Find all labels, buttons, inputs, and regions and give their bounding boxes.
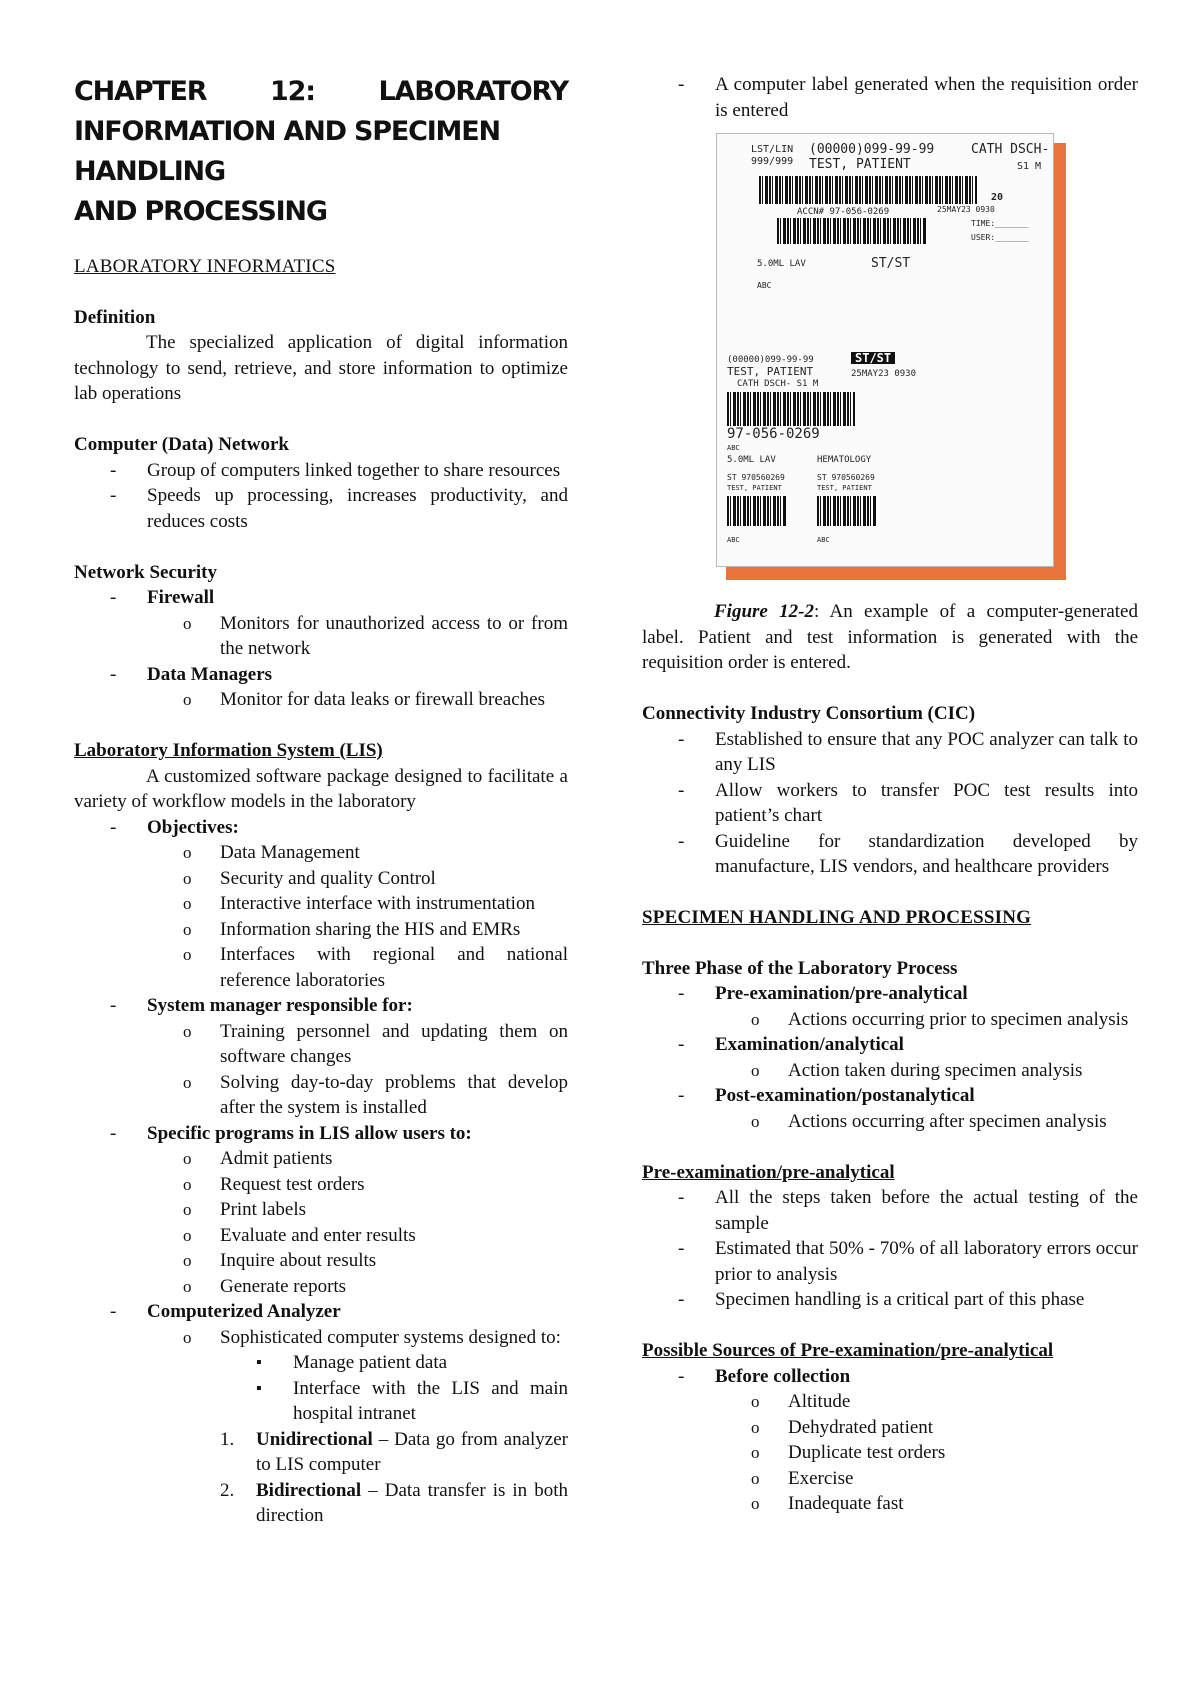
label-text: 25MAY23 0930	[851, 369, 917, 379]
computer-label-image	[716, 133, 1066, 581]
label-text: ABC	[727, 536, 740, 544]
list-item-phase	[642, 981, 1138, 1032]
label-text: 97-056-0269	[727, 426, 820, 442]
barcode	[727, 496, 787, 526]
label-text: ABC	[757, 281, 772, 290]
list-item-objectives	[74, 815, 568, 994]
label-text: USER:_______	[971, 233, 1029, 242]
label-card	[716, 133, 1054, 567]
phase-name: Examination/analytical	[715, 1034, 904, 1055]
list-item: o Information sharing the HIS and EMRs	[147, 917, 568, 943]
numbered-item	[220, 1478, 568, 1529]
title-word-number: 12:	[270, 76, 315, 107]
lis-list	[74, 815, 568, 1529]
list-item: o Action taken during specimen analysis	[715, 1058, 1138, 1084]
cic-heading: Connectivity Industry Consortium (CIC)	[642, 703, 976, 724]
list-item-firewall	[74, 585, 568, 662]
section-heading-lab-informatics: LABORATORY INFORMATICS	[74, 256, 336, 277]
list-item: - Allow workers to transfer POC test results into patient’s chart	[642, 778, 1138, 829]
label-text: TEST, PATIENT	[727, 365, 814, 378]
label-text: ABC	[727, 444, 740, 452]
list-item-phase	[642, 1083, 1138, 1134]
label-text: ABC	[817, 536, 830, 544]
list-item: - Estimated that 50% - 70% of all laboratory errors occur prior to analysis	[642, 1236, 1138, 1287]
label-text: ACCN# 97-056-0269	[797, 207, 890, 217]
definition-heading: Definition	[74, 306, 156, 328]
unidirectional-term: Unidirectional	[256, 1428, 373, 1450]
before-collection-term: Before collection	[715, 1365, 851, 1387]
label-bullet-list	[642, 72, 1138, 123]
list-item: - A computer label generated when the requisition order is entered	[642, 72, 1138, 123]
label-text: ST/ST	[871, 256, 911, 271]
list-item: - Guideline for standardization developed by manufacture, LIS vendors, and healthcare providers	[642, 829, 1138, 880]
sources-heading: Possible Sources of Pre-examination/pre-analytical	[642, 1340, 1054, 1361]
barcode	[759, 176, 977, 204]
label-text: (00000)099-99-99	[809, 142, 935, 157]
list-item-system-manager	[74, 993, 568, 1121]
left-column	[74, 72, 568, 1529]
item-number: 2.	[220, 1479, 235, 1501]
data-managers-term: Data Managers	[147, 663, 273, 685]
title-line-3: AND PROCESSING	[74, 196, 327, 227]
list-item-data-managers	[74, 662, 568, 713]
list-item: o Request test orders	[147, 1172, 568, 1198]
label-text: TEST, PATIENT	[727, 484, 782, 492]
lis-heading: Laboratory Information System (LIS)	[74, 740, 383, 761]
barcode	[817, 496, 877, 526]
list-item: o Dehydrated patient	[715, 1415, 1138, 1441]
list-item: o Inquire about results	[147, 1248, 568, 1274]
label-text: CATH DSCH- S1 M	[737, 379, 819, 389]
bidirectional-term: Bidirectional	[256, 1479, 362, 1501]
list-item: o Interfaces with regional and national reference laboratories	[147, 942, 568, 993]
label-text: (00000)099-99-99	[727, 355, 814, 365]
label-text: TEST, PATIENT	[817, 484, 872, 492]
list-item: o Security and quality Control	[147, 866, 568, 892]
label-text: 999/999	[751, 156, 794, 167]
section-heading-specimen: SPECIMEN HANDLING AND PROCESSING	[642, 907, 1032, 928]
phase-name: Post-examination/postanalytical	[715, 1085, 975, 1106]
label-text: TEST, PATIENT	[809, 157, 911, 172]
barcode	[777, 218, 927, 244]
list-item: o Generate reports	[147, 1274, 568, 1300]
list-item: o Actions occurring after specimen analysis	[715, 1109, 1138, 1135]
phase-name: Pre-examination/pre-analytical	[715, 983, 968, 1004]
list-item-phase	[642, 1032, 1138, 1083]
item-number: 1.	[220, 1428, 235, 1450]
firewall-term: Firewall	[147, 587, 215, 608]
list-item: o Actions occurring prior to specimen analysis	[715, 1007, 1138, 1033]
system-manager-term: System manager responsible for:	[147, 995, 413, 1016]
phases-list	[642, 981, 1138, 1134]
pre-analytical-heading: Pre-examination/pre-analytical	[642, 1161, 895, 1183]
unidirectional-text: – Data go from analyzer to LIS computer	[256, 1428, 568, 1475]
list-item: - Group of computers linked together to share resources	[74, 458, 568, 484]
list-item: ▪ Interface with the LIS and main hospital intranet	[220, 1376, 568, 1427]
label-text: 20	[991, 192, 1004, 203]
title-line-2: INFORMATION AND SPECIMEN HANDLING	[74, 116, 500, 187]
figure-number: Figure 12-2	[714, 601, 814, 622]
bidirectional-text: – Data transfer is in both direction	[256, 1479, 568, 1526]
list-item: o Solving day-to-day problems that develop after the system is installed	[147, 1070, 568, 1121]
phases-heading: Three Phase of the Laboratory Process	[642, 957, 958, 979]
numbered-item	[220, 1427, 568, 1478]
list-item-programs	[74, 1121, 568, 1300]
security-list	[74, 585, 568, 713]
title-word-laboratory: LABORATORY	[378, 76, 568, 107]
list-item: - All the steps taken before the actual testing of the sample	[642, 1185, 1138, 1236]
label-text: 25MAY23 0930	[937, 205, 995, 214]
label-stst-badge: ST/ST	[851, 352, 895, 364]
list-item: - Speeds up processing, increases productivity, and reduces costs	[74, 483, 568, 534]
label-text: CATH DSCH-	[971, 142, 1050, 157]
label-text: S1 M	[1017, 161, 1042, 172]
analyzer-term: Computerized Analyzer	[147, 1301, 341, 1322]
figure-caption	[642, 599, 1138, 676]
label-text: TIME:_______	[971, 219, 1029, 228]
analyzer-sub-text: Sophisticated computer systems designed to:	[220, 1326, 561, 1348]
list-item: o Data Management	[147, 840, 568, 866]
list-item-before-collection	[642, 1364, 1138, 1517]
chapter-title	[74, 72, 568, 232]
label-text: 5.0ML LAV	[727, 455, 776, 465]
barcode	[727, 392, 855, 426]
label-text: 5.0ML LAV	[757, 259, 806, 269]
definition-text: The specialized application of digital information technology to send, retrieve, and store information to optimize lab operations	[74, 332, 568, 404]
list-item: o Inadequate fast	[715, 1491, 1138, 1517]
list-item: o Interactive interface with instrumentation	[147, 891, 568, 917]
list-item: o Altitude	[715, 1389, 1138, 1415]
programs-term: Specific programs in LIS allow users to:	[147, 1122, 472, 1144]
list-item: - Specimen handling is a critical part of this phase	[642, 1287, 1138, 1313]
list-item: o Evaluate and enter results	[147, 1223, 568, 1249]
caption-text: : An example of a computer-generated label. Patient and test information is generated with the requisition order is entered.	[642, 601, 1138, 673]
label-text: ST 970560269	[817, 473, 875, 482]
right-column	[642, 72, 1138, 1517]
network-list	[74, 458, 568, 535]
network-heading: Computer (Data) Network	[74, 434, 289, 455]
cic-list	[642, 727, 1138, 880]
list-item: ▪ Manage patient data	[220, 1350, 568, 1376]
list-item: o Monitor for data leaks or firewall breaches	[147, 687, 568, 713]
list-item: o Training personnel and updating them on software changes	[147, 1019, 568, 1070]
label-text: ST 970560269	[727, 473, 785, 482]
network-security-heading: Network Security	[74, 561, 217, 583]
pre-analytical-list	[642, 1185, 1138, 1313]
sources-list	[642, 1364, 1138, 1517]
list-item: o Print labels	[147, 1197, 568, 1223]
list-item	[147, 1325, 568, 1529]
list-item: o Monitors for unauthorized access to or from the network	[147, 611, 568, 662]
lis-text: A customized software package designed to facilitate a variety of workflow models in the laboratory	[74, 765, 568, 812]
title-word-chapter: CHAPTER	[74, 76, 207, 107]
label-text: LST/LIN	[751, 144, 794, 155]
list-item: o Admit patients	[147, 1146, 568, 1172]
objectives-term: Objectives:	[147, 816, 239, 838]
label-text: HEMATOLOGY	[817, 455, 872, 465]
numbered-list	[220, 1427, 568, 1529]
list-item: - Established to ensure that any POC analyzer can talk to any LIS	[642, 727, 1138, 778]
list-item-analyzer	[74, 1299, 568, 1529]
list-item: o Exercise	[715, 1466, 1138, 1492]
list-item: o Duplicate test orders	[715, 1440, 1138, 1466]
